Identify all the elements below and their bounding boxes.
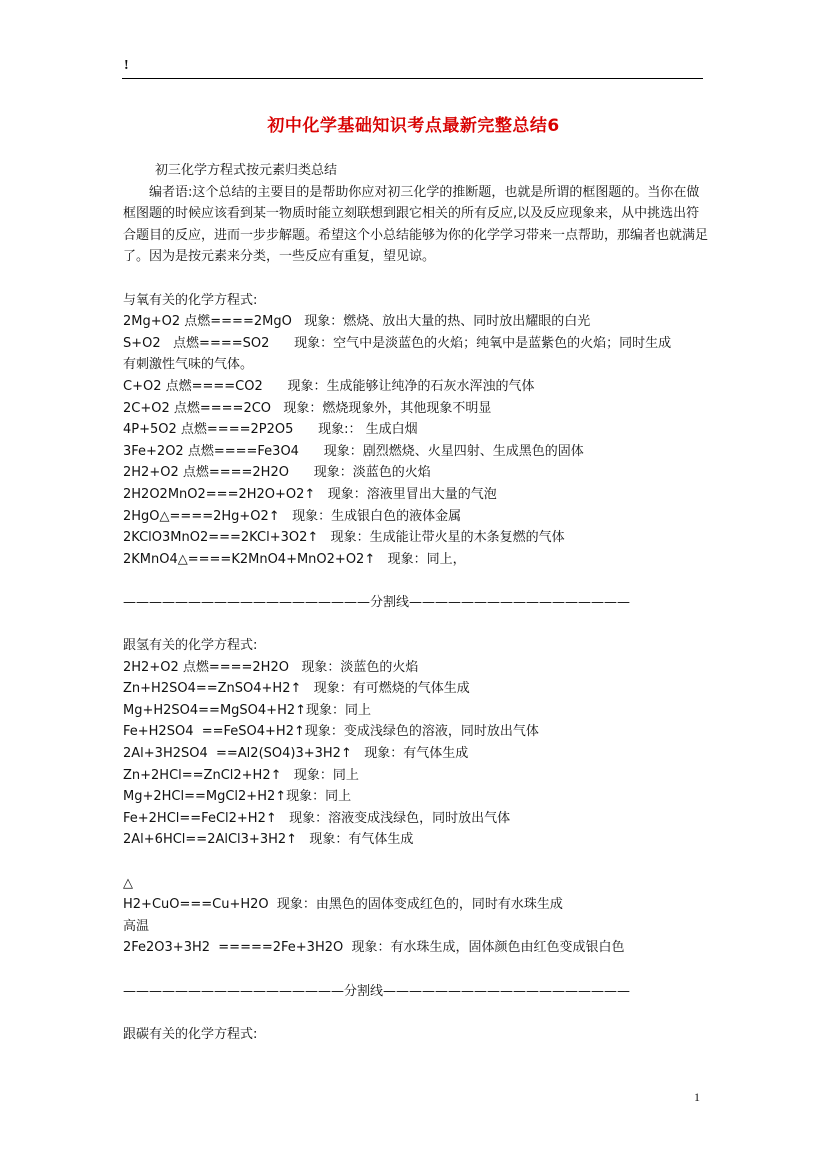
section-heading-hydrogen: 跟氢有关的化学方程式:: [123, 638, 258, 654]
equation-line: 2Mg+O2 点燃====2MgO 现象：燃烧、放出大量的热、同时放出耀眼的白光: [123, 314, 591, 330]
heat-symbol: △: [123, 875, 133, 891]
reaction-condition: 高温: [123, 918, 150, 934]
equation-line: 有刺激性气味的气体。: [123, 357, 254, 373]
equation-line: H2+CuO===Cu+H2O 现象：由黑色的固体变成红色的，同时有水珠生成: [123, 897, 563, 913]
spacer: [123, 1002, 708, 1024]
section-heading-carbon: 跟碳有关的化学方程式:: [123, 1026, 258, 1042]
page-number: 1: [694, 1090, 700, 1104]
document-body: [123, 160, 708, 1045]
equation-line: Mg+H2SO4==MgSO4+H2↑现象：同上: [123, 702, 372, 718]
equation-line: 2KClO3MnO2===2KCl+3O2↑ 现象：生成能让带火星的木条复燃的气体: [123, 530, 565, 546]
equation-line: Fe+H2SO4 ==FeSO4+H2↑现象：变成浅绿色的溶液，同时放出气体: [123, 724, 539, 740]
header-rule: [122, 78, 703, 79]
divider-line: ———————————————————分割线—————————————————: [123, 594, 631, 610]
divider-line: —————————————————分割线———————————————————: [123, 983, 631, 999]
document-subtitle: 初三化学方程式按元素归类总结: [155, 163, 338, 178]
equation-line: S+O2 点燃====SO2 现象：空气中是淡蓝色的火焰；纯氧中是蓝紫色的火焰；同时生成: [123, 335, 672, 351]
section-heading-oxygen: 与氧有关的化学方程式:: [123, 292, 258, 308]
equation-line: 2Fe2O3+3H2 =====2Fe+3H2O 现象：有水珠生成，固体颜色由红色变成银白色: [123, 940, 625, 956]
equation-line: 4P+5O2 点燃====2P2O5 现象:： 生成白烟: [123, 422, 418, 438]
equation-line: 2H2+O2 点燃====2H2O 现象：淡蓝色的火焰: [123, 659, 419, 675]
spacer: [123, 570, 708, 592]
equation-line: 2HgO△====2Hg+O2↑ 现象：生成银白色的液体金属: [123, 508, 462, 524]
equation-line: 2KMnO4△====K2MnO4+MnO2+O2↑ 现象：同上，: [123, 551, 466, 567]
equation-line: 2Al+3H2SO4 ==Al2(SO4)3+3H2↑ 现象：有气体生成: [123, 746, 469, 762]
intro-paragraph: 编者语:这个总结的主要目的是帮助你应对初三化学的推断题，也就是所谓的框图题的。当你在做框图题的时候应该看到某一物质时能立刻联想到跟它相关的所有反应,以及反应现象来，从中挑选出符合题目的反应，进而一步步解题。希望这个小总结能够为你的化学学习带来一点帮助，那编者也就满足了。因为是按元素来分类，一些反应有重复，望见谅。: [123, 184, 709, 265]
equation-line: 2C+O2 点燃====2CO 现象：燃烧现象外，其他现象不明显: [123, 400, 492, 416]
document-title: 初中化学基础知识考点最新完整总结6: [267, 116, 560, 136]
equation-line: 2H2+O2 点燃====2H2O 现象：淡蓝色的火焰: [123, 465, 431, 481]
spacer: [123, 851, 708, 873]
spacer: [123, 268, 708, 290]
equation-line: Mg+2HCl==MgCl2+H2↑现象：同上: [123, 789, 352, 805]
spacer: [123, 959, 708, 981]
equation-line: 2Al+6HCl==2AlCl3+3H2↑ 现象：有气体生成: [123, 832, 414, 848]
equation-line: Zn+H2SO4==ZnSO4+H2↑ 现象：有可燃烧的气体生成: [123, 681, 470, 697]
equation-line: 2H2O2MnO2===2H2O+O2↑ 现象：溶液里冒出大量的气泡: [123, 486, 497, 502]
spacer: [123, 613, 708, 635]
equation-line: Fe+2HCl==FeCl2+H2↑ 现象：溶液变成浅绿色，同时放出气体: [123, 810, 511, 826]
equation-line: C+O2 点燃====CO2 现象：生成能够让纯净的石灰水浑浊的气体: [123, 378, 535, 394]
equation-line: 3Fe+2O2 点燃====Fe3O4 现象：剧烈燃烧、火星四射、生成黑色的固体: [123, 443, 584, 459]
equation-line: Zn+2HCl==ZnCl2+H2↑ 现象：同上: [123, 767, 359, 783]
header-mark: !: [124, 58, 129, 73]
